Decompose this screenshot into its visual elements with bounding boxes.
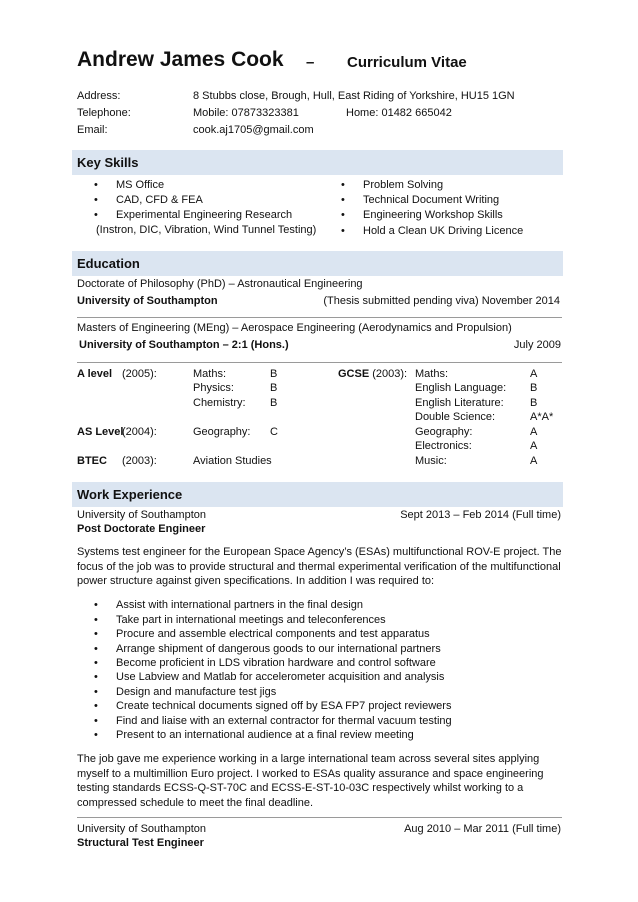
duty-item: • Become proficient in LDS vibration hardware and control software [116, 656, 436, 670]
aslevel-year: (2004): [122, 426, 157, 438]
skill-item: • Engineering Workshop Skills [363, 208, 503, 222]
phd-line: Doctorate of Philosophy (PhD) – Astronautical Engineering [77, 278, 363, 290]
gcse-grade: A [530, 455, 538, 467]
alevel-grade: B [270, 382, 278, 394]
duty-item: • Use Labview and Matlab for accelerometer acquisition and analysis [116, 670, 444, 684]
key-skills-section-header [72, 150, 563, 175]
gcse-subject: Music: [415, 455, 447, 467]
duty-item: • Present to an international audience at a final review meeting [116, 728, 414, 742]
gcse-grade: B [530, 382, 538, 394]
divider [77, 817, 562, 818]
email-value: cook.aj1705@gmail.com [193, 124, 314, 136]
aslevel-label: AS Level [77, 426, 124, 438]
telephone-label: Telephone: [77, 107, 131, 119]
duty-item: • Arrange shipment of dangerous goods to our international partners [116, 642, 441, 656]
aslevel-subject: Geography: [193, 426, 251, 438]
phd-status: (Thesis submitted pending viva) November 2014 [323, 295, 560, 307]
education-heading: Education [77, 256, 140, 271]
alevel-grade: B [270, 397, 278, 409]
duty-item: • Procure and assemble electrical components and test apparatus [116, 627, 430, 641]
duty-item: • Take part in international meetings and teleconferences [116, 613, 386, 627]
alevel-label: A level [77, 368, 113, 380]
divider [77, 362, 562, 363]
duty-item: • Create technical documents signed off by ESA FP7 project reviewers [116, 699, 451, 713]
home-number: Home: 01482 665042 [346, 107, 452, 119]
skill-item: • Experimental Engineering Research [116, 208, 292, 222]
meng-line: Masters of Engineering (MEng) – Aerospace Engineering (Aerodynamics and Propulsion) [77, 322, 512, 334]
gcse-subject: Maths: [415, 368, 449, 380]
job1-summary: The job gave me experience working in a large international team across several sites applying myself to a multimillion Euro project. I worked to ESAs quality assurance and space engineering testing standards ECSS-Q-ST-70C and ECSS-E-ST-10-03C respectively whilst working to a compressed schedule to meet the final deadline. [77, 753, 544, 809]
meng-institution: University of Southampton – 2:1 (Hons.) [79, 339, 289, 351]
duty-item: • Assist with international partners in the final design [116, 598, 363, 612]
job2-dates: Aug 2010 – Mar 2011 (Full time) [404, 823, 561, 835]
gcse-grade: A [530, 368, 538, 380]
alevel-year: (2005): [122, 368, 157, 380]
mobile-number: Mobile: 07873323381 [193, 107, 299, 119]
btec-year: (2003): [122, 455, 157, 467]
alevel-grade: B [270, 368, 278, 380]
skill-note: (Instron, DIC, Vibration, Wind Tunnel Testing) [96, 224, 317, 236]
divider [77, 317, 562, 318]
address-label: Address: [77, 90, 121, 102]
gcse-year: (2003): [372, 368, 408, 380]
gcse-subject: Electronics: [415, 440, 472, 452]
gcse-subject: Double Science: [415, 411, 496, 423]
header-dash: – [306, 54, 315, 71]
gcse-grade: A [530, 440, 538, 452]
gcse-heading [338, 367, 407, 381]
alevel-subject: Physics: [193, 382, 234, 394]
address-value: 8 Stubbs close, Brough, Hull, East Riding of Yorkshire, HU15 1GN [193, 90, 515, 102]
work-heading: Work Experience [77, 487, 183, 502]
skill-item: • CAD, CFD & FEA [116, 193, 203, 207]
email-label: Email: [77, 124, 108, 136]
btec-subject: Aviation Studies [193, 455, 272, 467]
duty-item: • Design and manufacture test jigs [116, 685, 276, 699]
gcse-grade: A*A* [530, 411, 554, 423]
skill-item: • Technical Document Writing [363, 193, 499, 207]
duty-item: • Find and liaise with an external contractor for thermal vacuum testing [116, 714, 452, 728]
job1-role: Post Doctorate Engineer [77, 523, 206, 535]
job2-role: Structural Test Engineer [77, 837, 204, 849]
skill-item: • Hold a Clean UK Driving Licence [363, 224, 523, 238]
gcse-subject: English Literature: [415, 397, 504, 409]
alevel-subject: Maths: [193, 368, 227, 380]
work-section-header [72, 482, 563, 507]
job1-employer: University of Southampton [77, 509, 207, 521]
meng-date: July 2009 [513, 339, 561, 351]
alevel-subject: Chemistry: [193, 397, 246, 409]
key-skills-heading: Key Skills [77, 155, 139, 170]
cv-name: Andrew James Cook [77, 48, 284, 71]
skill-item: • MS Office [116, 178, 164, 192]
aslevel-grade: C [270, 426, 278, 438]
btec-label: BTEC [77, 455, 107, 467]
skill-item: • Problem Solving [363, 178, 443, 192]
job2-employer: University of Southampton [77, 823, 207, 835]
gcse-label: GCSE [338, 368, 370, 380]
gcse-grade: A [530, 426, 538, 438]
phd-institution: University of Southampton [77, 295, 218, 307]
job1-dates: Sept 2013 – Feb 2014 (Full time) [400, 509, 561, 521]
job1-intro: Systems test engineer for the European Space Agency’s (ESAs) multifunctional ROV-E project. The focus of the job was to provide structural and thermal experimental verification of the multifunctional power structure against given specifications. In addition I was required to: [77, 546, 562, 587]
gcse-grade: B [530, 397, 538, 409]
gcse-subject: Geography: [415, 426, 473, 438]
education-section-header [72, 251, 563, 276]
cv-title: Curriculum Vitae [347, 54, 467, 71]
gcse-subject: English Language: [415, 382, 507, 394]
